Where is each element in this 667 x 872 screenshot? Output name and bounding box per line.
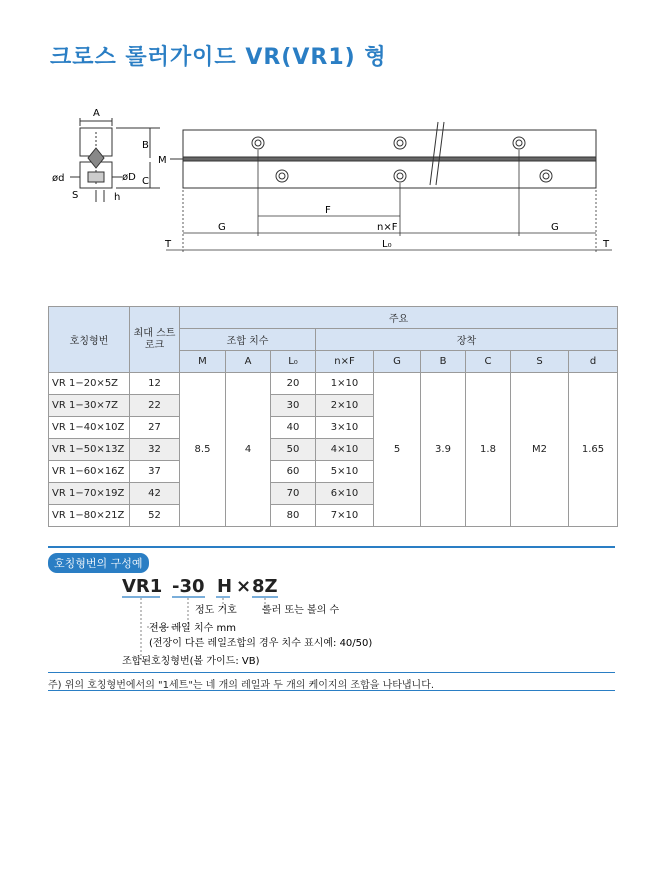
cell-stroke: 22: [130, 395, 180, 417]
label-A: A: [93, 108, 100, 119]
label-L0: L₀: [382, 239, 392, 250]
col-L0: L₀: [271, 351, 316, 373]
label-S: S: [72, 190, 79, 201]
code-series: VR1: [122, 576, 163, 597]
header-model: 호칭형번: [49, 307, 130, 373]
label-C: C: [142, 176, 149, 187]
code-times: ×: [236, 576, 252, 597]
cell-stroke: 12: [130, 373, 180, 395]
cell-model: VR 1−50×13Z: [49, 439, 130, 461]
label-B: B: [142, 140, 149, 151]
code-rollers: 8Z: [252, 576, 278, 597]
col-C: C: [466, 351, 511, 373]
cell-stroke: 52: [130, 505, 180, 527]
cell-nF: 5×10: [316, 461, 374, 483]
note-model: 조합된호칭형번(볼 가이드: VB): [122, 656, 260, 667]
label-T-right: T: [603, 239, 610, 250]
cell-nF: 1×10: [316, 373, 374, 395]
cell-S: M2: [511, 373, 569, 527]
cell-model: VR 1−20×5Z: [49, 373, 130, 395]
col-G: G: [374, 351, 421, 373]
col-S: S: [511, 351, 569, 373]
col-B: B: [421, 351, 466, 373]
cell-A: 4: [226, 373, 271, 527]
cell-model: VR 1−30×7Z: [49, 395, 130, 417]
table-row: [49, 373, 618, 395]
label-nF: n×F: [377, 222, 398, 233]
cell-G: 5: [374, 373, 421, 527]
end-view: [70, 118, 160, 202]
col-M: M: [180, 351, 226, 373]
note-rollers: 롤러 또는 볼의 수: [262, 605, 340, 616]
note-precision: 정도 기호: [195, 605, 237, 616]
composition-badge: 호칭형번의 구성예: [48, 553, 149, 573]
cell-C: 1.8: [466, 373, 511, 527]
composition-diagram: [0, 560, 667, 672]
label-phi-d: ød: [52, 173, 65, 184]
cell-model: VR 1−70×19Z: [49, 483, 130, 505]
col-nF: n×F: [316, 351, 374, 373]
label-M: M: [158, 155, 167, 166]
cell-L0: 60: [271, 461, 316, 483]
cell-model: VR 1−60×16Z: [49, 461, 130, 483]
col-A: A: [226, 351, 271, 373]
rail-side-view: [170, 130, 596, 188]
cell-nF: 4×10: [316, 439, 374, 461]
cell-L0: 70: [271, 483, 316, 505]
cell-stroke: 42: [130, 483, 180, 505]
label-phi-D: øD: [122, 172, 136, 183]
label-T-left: T: [165, 239, 172, 250]
footnote-divider-top: [48, 672, 615, 673]
header-assembly: 조합 치수: [180, 329, 316, 351]
cell-stroke: 32: [130, 439, 180, 461]
code-precision: H: [217, 576, 233, 597]
cell-stroke: 37: [130, 461, 180, 483]
cell-model: VR 1−40×10Z: [49, 417, 130, 439]
cell-nF: 2×10: [316, 395, 374, 417]
cell-d: 1.65: [569, 373, 618, 527]
cell-L0: 40: [271, 417, 316, 439]
cell-nF: 3×10: [316, 417, 374, 439]
note-rail: 전용 레일 치수 mm: [149, 623, 236, 634]
label-G-left: G: [218, 222, 226, 233]
cell-L0: 80: [271, 505, 316, 527]
cell-nF: 6×10: [316, 483, 374, 505]
spec-table: [48, 306, 618, 527]
cell-nF: 7×10: [316, 505, 374, 527]
header-mounting: 장착: [316, 329, 618, 351]
footnote-divider-bottom: [48, 690, 615, 691]
cell-M: 8.5: [180, 373, 226, 527]
page-title: 크로스 롤러가이드 VR(VR1) 형: [50, 45, 387, 70]
code-length: -30: [172, 576, 205, 597]
header-main: 주요: [180, 307, 618, 329]
section-divider: [48, 546, 615, 548]
cell-stroke: 27: [130, 417, 180, 439]
label-h: h: [114, 192, 121, 203]
cell-B: 3.9: [421, 373, 466, 527]
dimension-drawing: [0, 95, 667, 260]
cell-L0: 20: [271, 373, 316, 395]
footnote: 주) 위의 호칭형번에서의 "1세트"는 네 개의 레일과 두 개의 케이지의 조합을 나타냅니다.: [48, 680, 435, 691]
label-F: F: [325, 205, 331, 216]
header-max-stroke: 최대 스트로크: [130, 307, 180, 373]
label-G-right: G: [551, 222, 559, 233]
cell-L0: 50: [271, 439, 316, 461]
col-d: d: [569, 351, 618, 373]
note-rail-sub: (전장이 다른 레일조합의 경우 치수 표시예: 40/50): [149, 638, 373, 649]
cell-L0: 30: [271, 395, 316, 417]
cell-model: VR 1−80×21Z: [49, 505, 130, 527]
